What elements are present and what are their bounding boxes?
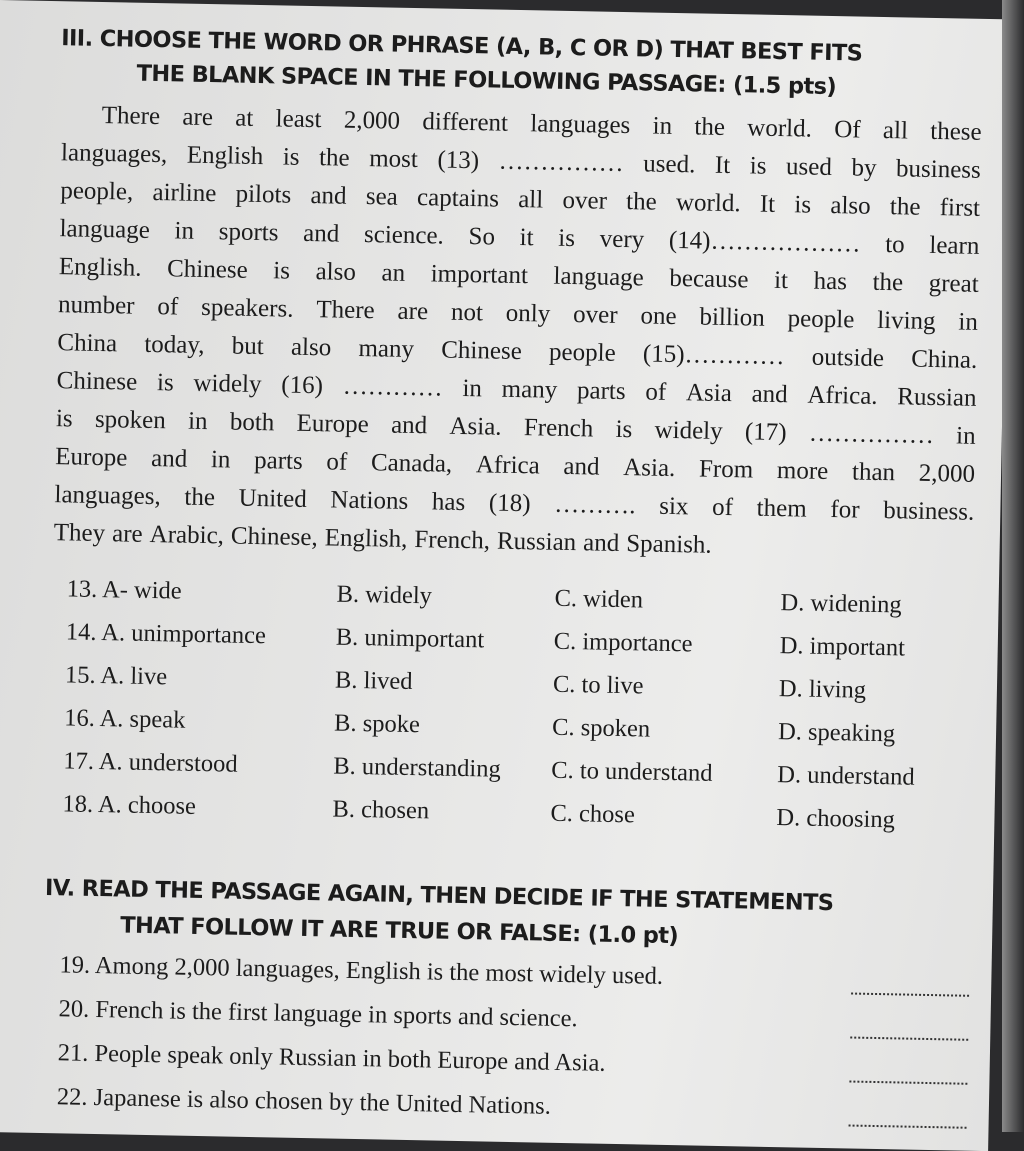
passage-line: language in sports and science. So it is very (14)……………… to learn bbox=[59, 215, 980, 260]
option-c: C. to live bbox=[552, 670, 644, 700]
passage-line: They are Arabic, Chinese, English, French, Russian and Spanish. bbox=[53, 519, 712, 559]
option-d: D. widening bbox=[780, 589, 902, 619]
option-d: D. speaking bbox=[777, 718, 896, 748]
option-a: 17. A. understood bbox=[63, 747, 238, 778]
passage-line: number of speakers. There are not only over one billion people living in bbox=[57, 291, 979, 336]
passage-line: people, airline pilots and sea captains all over the world. It is also the first bbox=[60, 177, 981, 222]
option-a: 18. A. choose bbox=[62, 790, 197, 820]
option-d: D. important bbox=[779, 632, 906, 662]
option-a: 15. A. live bbox=[64, 661, 168, 691]
option-d: D. living bbox=[778, 675, 867, 704]
passage-line: is spoken in both Europe and Asia. French is widely (17) …………… in bbox=[55, 405, 976, 450]
option-b: B. unimportant bbox=[335, 623, 485, 654]
option-c: C. spoken bbox=[551, 713, 651, 743]
statement: 22. Japanese is also chosen by the United Nations. bbox=[56, 1083, 552, 1120]
answer-blank bbox=[849, 1124, 967, 1128]
option-c: C. chose bbox=[550, 799, 636, 829]
option-a: 14. A. unimportance bbox=[65, 618, 267, 650]
question-row bbox=[62, 790, 896, 834]
answer-blank bbox=[850, 1037, 968, 1041]
option-b: B. widely bbox=[336, 580, 433, 610]
answer-blank bbox=[851, 993, 969, 997]
statement: 19. Among 2,000 languages, English is the most widely used. bbox=[59, 951, 664, 990]
option-b: B. spoke bbox=[333, 709, 421, 739]
section-3-title-line-1: III. CHOOSE THE WORD OR PHRASE (A, B, C OR D) THAT BEST FITS bbox=[61, 25, 863, 67]
passage-line: languages, English is the most (13) …………… used. It is used by business bbox=[60, 139, 982, 184]
option-b: B. lived bbox=[334, 666, 413, 696]
statement: 21. People speak only Russian in both Europe and Asia. bbox=[57, 1039, 606, 1077]
question-row bbox=[65, 618, 906, 662]
section-3-title-line-2: THE BLANK SPACE IN THE FOLLOWING PASSAGE: (1.5 pts) bbox=[136, 60, 837, 101]
passage-line: Chinese is widely (16) ………… in many parts of Asia and Africa. Russian bbox=[56, 367, 977, 412]
answer-blank bbox=[849, 1081, 967, 1085]
option-b: B. chosen bbox=[332, 795, 430, 825]
statement: 20. French is the first language in sports and science. bbox=[58, 995, 578, 1033]
section-4-title-line-2: THAT FOLLOW IT ARE TRUE OR FALSE: (1.0 pt) bbox=[120, 912, 679, 950]
option-d: D. understand bbox=[777, 761, 915, 791]
option-c: C. to understand bbox=[551, 756, 713, 787]
passage-line: English. Chinese is also an important language because it has the great bbox=[58, 253, 979, 298]
option-b: B. understanding bbox=[333, 752, 501, 783]
passage-line: There are at least 2,000 different languages in the world. Of all these bbox=[101, 101, 982, 146]
passage-line: China today, but also many Chinese people (15)………… outside China. bbox=[57, 329, 978, 374]
option-d: D. choosing bbox=[776, 804, 896, 834]
passage-line: languages, the United Nations has (18) ………. six of them for business. bbox=[54, 481, 975, 526]
question-row bbox=[66, 575, 902, 619]
page-edge-shadow bbox=[1002, 0, 1024, 1132]
passage-line: Europe and in parts of Canada, Africa and Asia. From more than 2,000 bbox=[54, 443, 976, 488]
question-row bbox=[64, 661, 867, 704]
option-a: 13. A- wide bbox=[66, 575, 182, 605]
option-c: C. importance bbox=[553, 627, 693, 658]
option-c: C. widen bbox=[554, 584, 644, 614]
option-a: 16. A. speak bbox=[63, 704, 186, 734]
question-row bbox=[63, 704, 896, 748]
section-4-title-line-1: IV. READ THE PASSAGE AGAIN, THEN DECIDE IF THE STATEMENTS bbox=[44, 875, 834, 917]
question-row bbox=[63, 747, 915, 791]
